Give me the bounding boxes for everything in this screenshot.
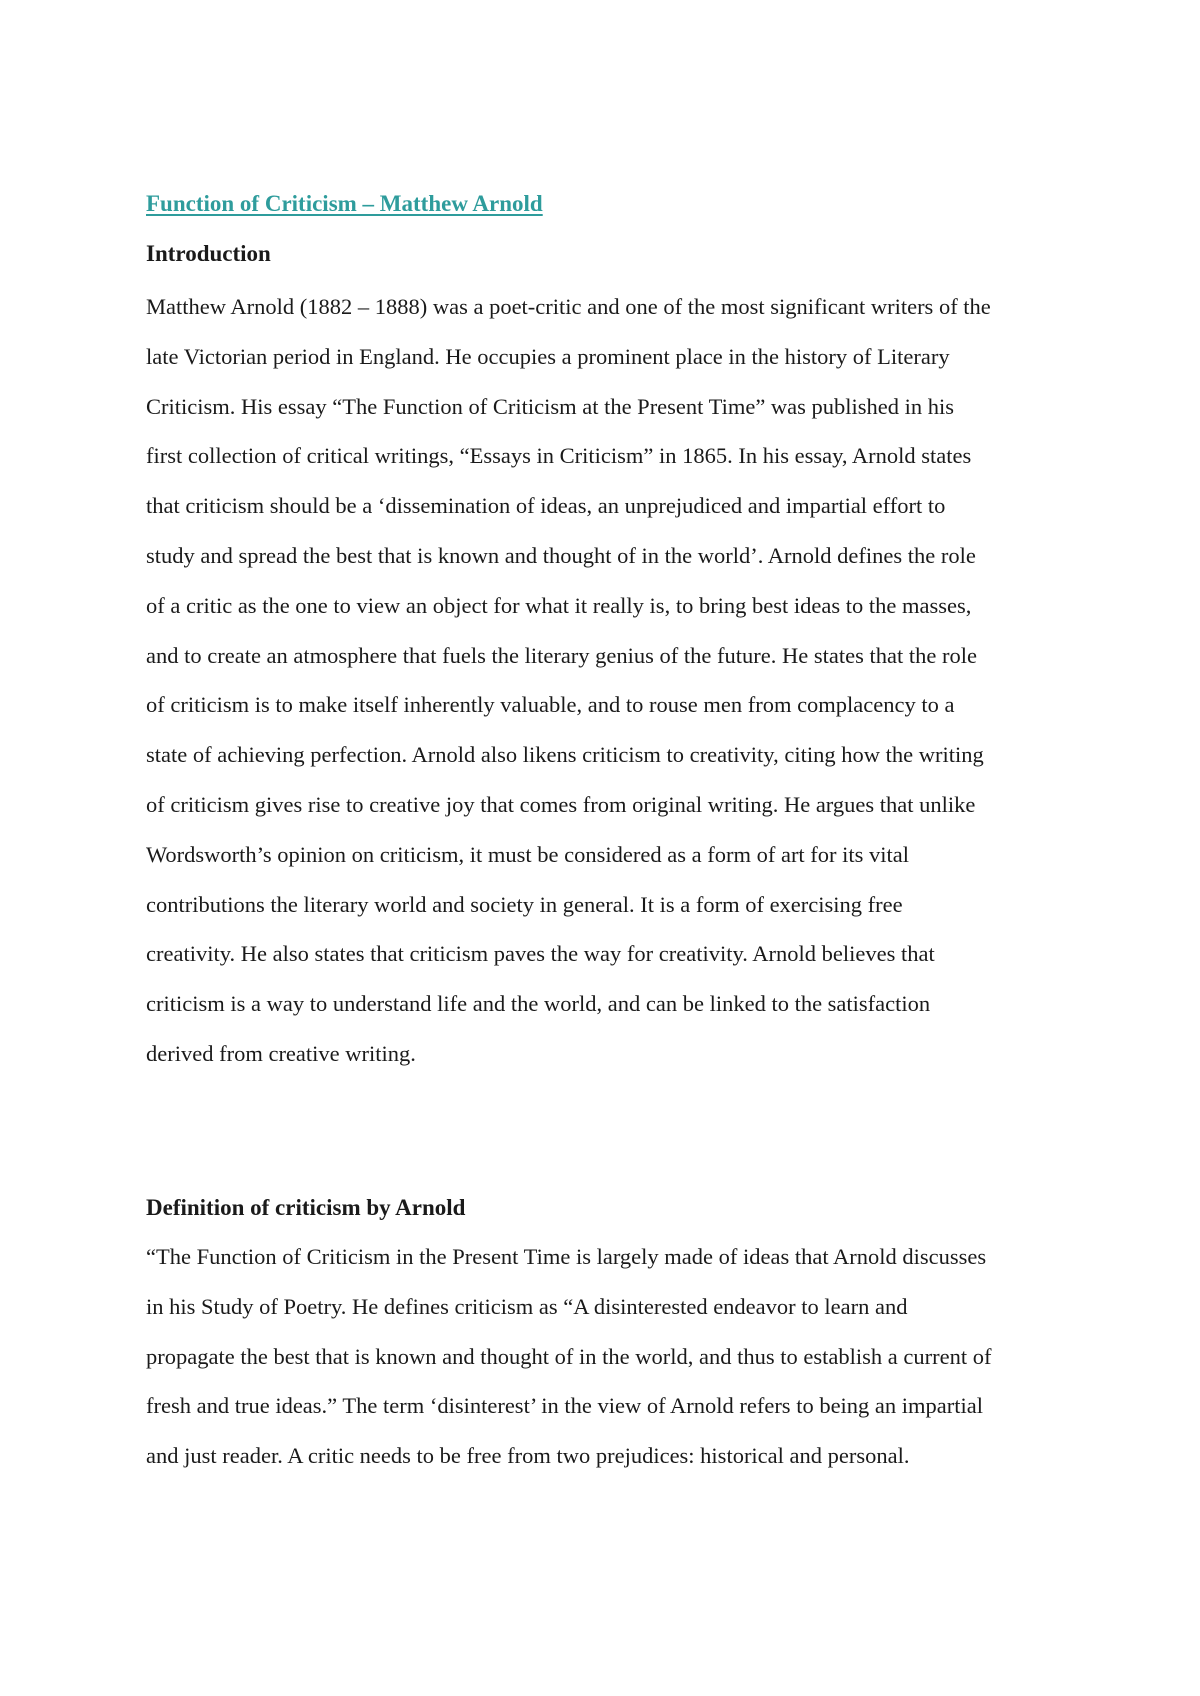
paragraph-line: first collection of critical writings, “Essays in Criticism” in 1865. In his essay, Arnold states <box>146 443 972 469</box>
paragraph-line: of criticism is to make itself inherently valuable, and to rouse men from complacency to a <box>146 692 955 718</box>
paragraph-line: of a critic as the one to view an object for what it really is, to bring best ideas to the masses, <box>146 592 972 618</box>
document-title: Function of Criticism – Matthew Arnold <box>146 191 543 216</box>
paragraph-line: creativity. He also states that criticism paves the way for creativity. Arnold believes that <box>146 941 935 967</box>
paragraph-line: Wordsworth’s opinion on criticism, it must be considered as a form of art for its vital <box>146 841 910 867</box>
paragraph-line: fresh and true ideas.” The term ‘disinterest’ in the view of Arnold refers to being an impartial <box>146 1393 984 1419</box>
definition-paragraph <box>146 1232 991 1481</box>
paragraph-line: late Victorian period in England. He occupies a prominent place in the history of Literary <box>146 343 950 369</box>
paragraph-line: and to create an atmosphere that fuels the literary genius of the future. He states that the role <box>146 642 977 668</box>
paragraph-line: propagate the best that is known and thought of in the world, and thus to establish a current of <box>146 1343 992 1369</box>
paragraph-line: and just reader. A critic needs to be free from two prejudices: historical and personal. <box>146 1443 910 1469</box>
paragraph-line: state of achieving perfection. Arnold also likens criticism to creativity, citing how the writing <box>146 742 984 768</box>
paragraph-line: Matthew Arnold (1882 – 1888) was a poet-critic and one of the most significant writers of the <box>146 294 991 319</box>
section-heading-introduction: Introduction <box>146 241 271 266</box>
paragraph-line: study and spread the best that is known and thought of in the world’. Arnold defines the role <box>146 542 976 568</box>
paragraph-line: that criticism should be a ‘dissemination of ideas, an unprejudiced and impartial effort to <box>146 493 946 519</box>
paragraph-line: derived from creative writing. <box>146 1040 416 1066</box>
paragraph-line: “The Function of Criticism in the Present Time is largely made of ideas that Arnold discusses <box>146 1244 987 1269</box>
section-heading-definition: Definition of criticism by Arnold <box>146 1195 466 1220</box>
paragraph-line: criticism is a way to understand life and the world, and can be linked to the satisfaction <box>146 991 931 1017</box>
paragraph-line: of criticism gives rise to creative joy that comes from original writing. He argues that unlike <box>146 791 976 817</box>
paragraph-line: contributions the literary world and society in general. It is a form of exercising free <box>146 891 903 917</box>
paragraph-line: Criticism. His essay “The Function of Criticism at the Present Time” was published in his <box>146 393 955 419</box>
introduction-paragraph <box>146 282 991 1079</box>
paragraph-line: in his Study of Poetry. He defines criticism as “A disinterested endeavor to learn and <box>146 1293 908 1319</box>
